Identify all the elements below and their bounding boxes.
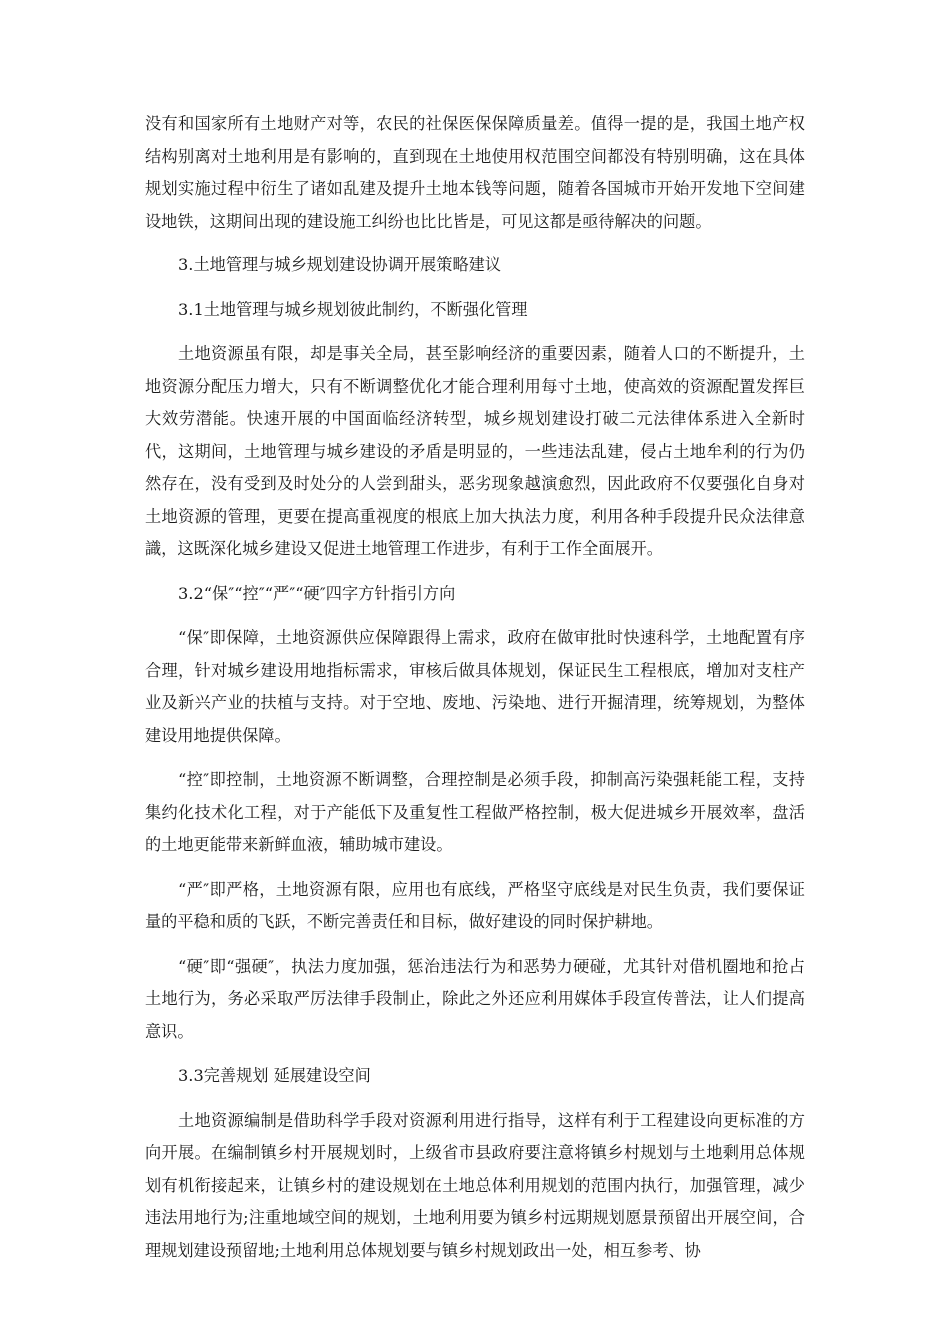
paragraph-yan: “严″即严格，土地资源有限，应用也有底线，严格坚守底线是对民生负责，我们要保证量的平稳和质的飞跃，不断完善责任和目标，做好建设的同时保护耕地。 [145, 879, 805, 931]
paragraph-kong: “控″即控制，土地资源不断调整，合理控制是必须手段，抑制高污染强耗能工程，支持集约化技术化工程，对于产能低下及重复性工程做严格控制，极大促进城乡开展效率，盘活的土地更能带来新鲜血液，辅助城市建设。 [145, 770, 805, 854]
paragraph-intro: 没有和国家所有土地财产对等，农民的社保医保保障质量差。值得一提的是，我国土地产权结构别离对土地利用是有影响的，直到现在土地使用权范围空间都没有特别明确，这在具体规划实施过程中衍生了诸如乱建及提升土地本钱等问题，随着各国城市开始开发地下空间建设地铁，这期间出现的建设施工纠纷也比比皆是，可见这都是亟待解决的问题。 [145, 114, 805, 231]
subsection-heading-3-1: 3.1土地管理与城乡规划彼此制约，不断强化管理 [178, 299, 528, 319]
paragraph-ying: “硬″即“强硬″，执法力度加强，惩治违法行为和恶势力硬碰，尤其针对借机圈地和抢占土地行为，务必采取严厉法律手段制止，除此之外还应利用媒体手段宣传普法，让人们提高意识。 [145, 956, 805, 1041]
document-body [145, 108, 805, 1267]
subsection-heading-3-3: 3.3完善规划 延展建设空间 [178, 1066, 371, 1085]
paragraph-bao: “保″即保障，土地资源供应保障跟得上需求，政府在做审批时快速科学，土地配置有序合理，针对城乡建设用地指标需求，审核后做具体规划，保证民生工程根底，增加对支柱产业及新兴产业的扶植与支持。对于空地、废地、污染地、进行开掘清理，统筹规划，为整体建设用地提供保障。 [145, 628, 805, 745]
subsection-heading-3-2: 3.2“保″“控″“严″“硬″四字方针指引方向 [178, 583, 456, 603]
paragraph-3-1: 土地资源虽有限，却是事关全局，甚至影响经济的重要因素，随着人口的不断提升，土地资源分配压力增大，只有不断调整优化才能合理利用每寸土地，使高效的资源配置发挥巨大效劳潜能。快速开展的中国面临经济转型，城乡规划建设打破二元法律体系进入全新时代，这期间，土地管理与城乡建设的矛盾是明显的，一些违法乱建，侵占土地牟利的行为仍然存在，没有受到及时处分的人尝到甜头，恶劣现象越演愈烈，因此政府不仅要强化自身对土地资源的管理，更要在提高重视度的根底上加大执法力度，利用各种手段提升民众法律意識，这既深化城乡建设又促进土地管理工作进步，有利于工作全面展开。 [145, 344, 805, 558]
paragraph-3-3: 土地资源编制是借助科学手段对资源利用进行指导，这样有利于工程建设向更标准的方向开展。在编制镇乡村开展规划时，上级省市县政府要注意将镇乡村规划与土地剩用总体规划有机衔接起来，让镇乡村的建设规划在土地总体利用规划的范围内执行，加强管理，减少违法用地行为;注重地域空间的规划，土地利用要为镇乡村远期规划愿景预留出开展空间，合理规划建设预留地;土地利用总体规划要与镇乡村规划政出一处，相互参考、协 [145, 1110, 805, 1260]
section-heading-3: 3.土地管理与城乡规划建设协调开展策略建议 [178, 255, 502, 274]
